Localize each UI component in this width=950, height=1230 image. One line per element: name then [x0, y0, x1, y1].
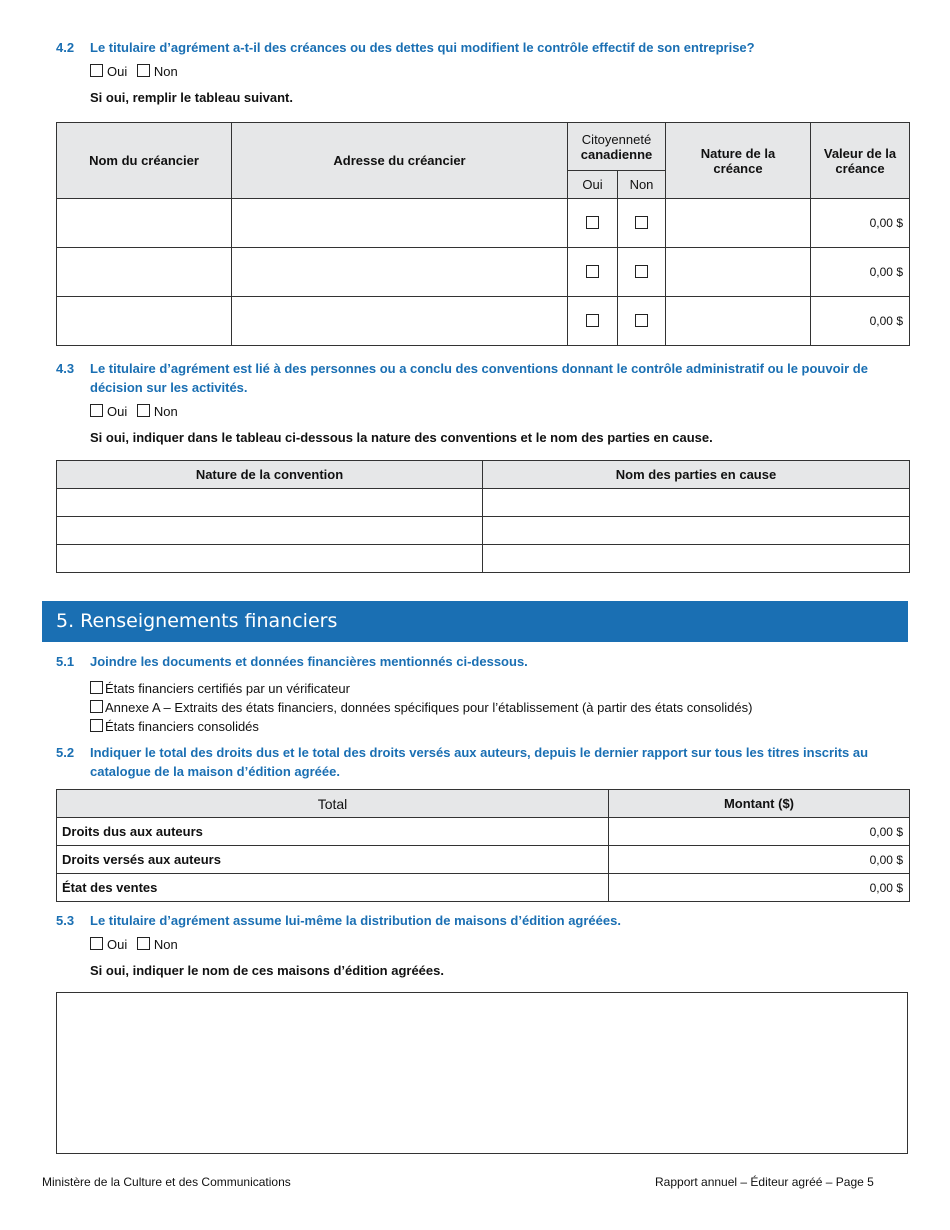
documents-list: [90, 679, 752, 736]
question-5-1: [56, 652, 908, 672]
question-number: 5.1: [56, 654, 75, 669]
table-row: [57, 874, 910, 902]
col-non: Non: [618, 171, 666, 199]
col-oui: Oui: [568, 171, 618, 199]
col-adresse: Adresse du créancier: [232, 123, 568, 199]
oui-label: Oui: [107, 404, 128, 419]
oui-cell: [568, 199, 618, 248]
non-checkbox[interactable]: [635, 314, 648, 327]
droits-table: [56, 789, 910, 902]
q42-yes-no: [90, 64, 184, 79]
parties-cell[interactable]: [483, 517, 910, 545]
table-row: [57, 199, 910, 248]
section-title: 5. Renseignements financiers: [56, 610, 338, 632]
question-number: 5.2: [56, 745, 75, 760]
nature-line2: créance: [713, 160, 763, 176]
valeur-cell[interactable]: 0,00 $: [811, 297, 910, 346]
oui-cell: [568, 297, 618, 346]
list-item: [90, 679, 752, 698]
maisons-edition-textarea[interactable]: [56, 992, 908, 1154]
q42-oui-checkbox[interactable]: [90, 64, 103, 77]
q53-non-checkbox[interactable]: [137, 937, 150, 950]
table-row: [57, 248, 910, 297]
col-valeur: [811, 123, 910, 199]
table-row: [57, 517, 910, 545]
table-row: [57, 846, 910, 874]
valeur-cell[interactable]: 0,00 $: [811, 248, 910, 297]
q42-non-checkbox[interactable]: [137, 64, 150, 77]
q53-oui-checkbox[interactable]: [90, 937, 103, 950]
oui-checkbox[interactable]: [586, 265, 599, 278]
q42-note: Si oui, remplir le tableau suivant.: [90, 90, 293, 105]
question-number: 5.3: [56, 913, 75, 928]
non-checkbox[interactable]: [635, 216, 648, 229]
nature-cell[interactable]: [57, 517, 483, 545]
list-item: [90, 698, 752, 717]
list-item: [90, 717, 752, 736]
valeur-cell[interactable]: 0,00 $: [811, 199, 910, 248]
non-cell: [618, 248, 666, 297]
row-label: État des ventes: [57, 874, 609, 902]
parties-cell[interactable]: [483, 489, 910, 517]
col-total: Total: [57, 790, 609, 818]
nature-cell[interactable]: [57, 545, 483, 573]
row-label: Droits versés aux auteurs: [57, 846, 609, 874]
montant-cell[interactable]: 0,00 $: [609, 874, 910, 902]
question-4-2: [56, 38, 908, 58]
nom-cell[interactable]: [57, 297, 232, 346]
section-5-header: [42, 601, 908, 642]
doc-checkbox[interactable]: [90, 719, 103, 732]
question-4-3: [56, 359, 908, 399]
montant-cell[interactable]: 0,00 $: [609, 846, 910, 874]
creanciers-table: [56, 122, 910, 346]
col-nom: Nom du créancier: [57, 123, 232, 199]
oui-cell: [568, 248, 618, 297]
doc-checkbox[interactable]: [90, 700, 103, 713]
item-label: États financiers consolidés: [105, 719, 259, 734]
col-nature-convention: Nature de la convention: [57, 461, 483, 489]
table-row: [57, 489, 910, 517]
conventions-table: [56, 460, 910, 573]
question-text: Indiquer le total des droits dus et le total des droits versés aux auteurs, depuis le dernier rapport sur tous les titres inscrits au catalogue de la maison d’édition agréée.: [90, 745, 869, 779]
non-label: Non: [153, 64, 178, 79]
nature-cell[interactable]: [666, 199, 811, 248]
montant-cell[interactable]: 0,00 $: [609, 818, 910, 846]
doc-checkbox[interactable]: [90, 681, 103, 694]
adresse-cell[interactable]: [232, 297, 568, 346]
table-row: [57, 545, 910, 573]
col-citoyennete: [568, 123, 666, 171]
q53-yes-no: [90, 937, 184, 952]
col-parties: Nom des parties en cause: [483, 461, 910, 489]
col-nature: [666, 123, 811, 199]
valeur-line1: Valeur de la: [823, 145, 897, 161]
nature-cell[interactable]: [57, 489, 483, 517]
non-checkbox[interactable]: [635, 265, 648, 278]
question-5-2: [56, 743, 908, 783]
q43-non-checkbox[interactable]: [137, 404, 150, 417]
non-cell: [618, 199, 666, 248]
adresse-cell[interactable]: [232, 199, 568, 248]
question-5-3: [56, 911, 908, 931]
question-text: Le titulaire d’agrément a-t-il des créances ou des dettes qui modifient le contrôle effectif de son entreprise?: [90, 40, 755, 55]
parties-cell[interactable]: [483, 545, 910, 573]
footer-left: Ministère de la Culture et des Communications: [42, 1175, 291, 1189]
q43-note: Si oui, indiquer dans le tableau ci-dessous la nature des conventions et le nom des parties en cause.: [90, 430, 713, 445]
nature-cell[interactable]: [666, 248, 811, 297]
adresse-cell[interactable]: [232, 248, 568, 297]
citoyennete-line1: Citoyenneté: [581, 131, 652, 147]
table-row: [57, 297, 910, 346]
q53-note: Si oui, indiquer le nom de ces maisons d’édition agréées.: [90, 963, 444, 978]
q43-oui-checkbox[interactable]: [90, 404, 103, 417]
valeur-line2: créance: [835, 160, 885, 176]
item-label: Annexe A – Extraits des états financiers, données spécifiques pour l’établissement (à partir des états consolidés): [105, 700, 753, 715]
question-number: 4.2: [56, 40, 75, 55]
question-text: Le titulaire d’agrément assume lui-même la distribution de maisons d’édition agréées.: [90, 913, 621, 928]
citoyennete-line2: canadienne: [580, 146, 653, 162]
oui-checkbox[interactable]: [586, 314, 599, 327]
q43-yes-no: [90, 404, 184, 419]
col-montant: Montant ($): [609, 790, 910, 818]
nature-cell[interactable]: [666, 297, 811, 346]
oui-label: Oui: [107, 937, 128, 952]
oui-label: Oui: [107, 64, 128, 79]
footer-right: Rapport annuel – Éditeur agréé – Page 5: [655, 1175, 874, 1189]
question-text: Joindre les documents et données financières mentionnés ci-dessous.: [90, 654, 528, 669]
nom-cell[interactable]: [57, 199, 232, 248]
question-text: Le titulaire d’agrément est lié à des personnes ou a conclu des conventions donnant le contrôle administratif ou le pouvoir de décision sur les activités.: [90, 361, 868, 395]
row-label: Droits dus aux auteurs: [57, 818, 609, 846]
non-label: Non: [153, 937, 178, 952]
nom-cell[interactable]: [57, 248, 232, 297]
table-row: [57, 818, 910, 846]
non-cell: [618, 297, 666, 346]
oui-checkbox[interactable]: [586, 216, 599, 229]
nature-line1: Nature de la: [700, 145, 776, 161]
item-label: États financiers certifiés par un vérificateur: [105, 681, 350, 696]
question-number: 4.3: [56, 361, 75, 376]
non-label: Non: [153, 404, 178, 419]
